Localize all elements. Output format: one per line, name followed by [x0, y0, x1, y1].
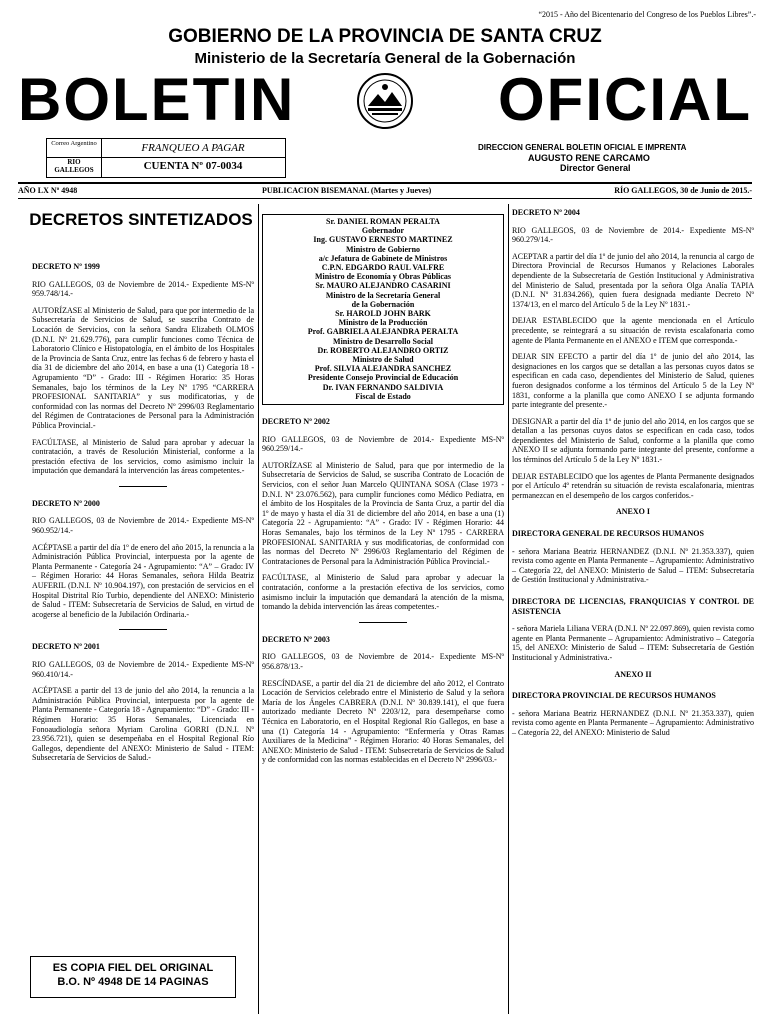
authority-line: Sr. DANIEL ROMAN PERALTA: [326, 217, 440, 226]
anexo-1-p1: - señora Mariana Beatriz HERNANDEZ (D.N.I. Nº 21.353.337), quien revista como agente en Planta Permanente – Agrupamiento: Administrativo – Categoría 22, del ANEXO: Ministerio de Salud – ITEM: Subsecretaría de Gestión Institucional y Administrativa.-: [512, 546, 754, 585]
masthead-boletin: BOLETIN: [18, 66, 296, 133]
authority-line: Fiscal de Estado: [355, 391, 411, 401]
decree-2002-p2: FACÚLTASE, al Ministerio de Salud para aprobar y adecuar la contratación, conforme a la prestación efectiva de los servicios, como asimismo incluir la imputación que demandará la atención de la misma, tomando la debida intervención las áreas competentes.-: [262, 573, 504, 612]
provincial-seal-icon: [356, 72, 414, 130]
decree-2004-p5: DEJAR ESTABLECIDO que los agentes de Planta Permanente designados por el Artículo 4º retendrán su situación de revista escalafonaria, mientras permanezcan en el desempeño de los cargos conferidos.-: [512, 471, 754, 500]
column-3: [512, 208, 754, 745]
anexo-2-heading-1: DIRECTORA PROVINCIAL DE RECURSOS HUMANOS: [512, 691, 716, 701]
authority-line: Sr. MAURO ALEJANDRO CASARINI: [315, 281, 451, 291]
ministry-title: Ministerio de la Secretaría General de la Gobernación: [194, 50, 576, 67]
authority-line: a/c Jefatura de Gabinete de Ministros: [318, 253, 448, 263]
decree-2000-date: RIO GALLEGOS, 03 de Noviembre de 2014.- Expediente MS-Nº 960.952/14.-: [32, 516, 254, 536]
authority-line: C.P.N. EDGARDO RAUL VALFRE: [321, 263, 445, 273]
decree-1999-date: RIO GALLEGOS, 03 de Noviembre de 2014.- Expediente MS-Nº 959.748/14.-: [32, 279, 254, 299]
decree-2000-p1: ACÉPTASE a partir del día 1º de enero del año 2015, la renuncia a la Administración Pública Provincial, interpuesta por la agente de Planta Permanente - Categoría 24 - Agrupamiento: “A” – Grado: IV – Régimen Horario: 44 Horas Semanales, señora Hilda Beatriz AUFERIL (D.N.I. Nº 10.904.197), con prestación de servicios en el Hospital Distrital Río Turbio, dependiente del ANEXO: Ministerio de Salud - ITEM: Subsecretaría de Servicios de Salud, en virtud de acogerse al beneficio de la Jubilación Ordinaria.-: [32, 542, 254, 619]
decree-2002-date: RIO GALLEGOS, 03 de Noviembre de 2014.- Expediente MS-Nº 960.259/14.-: [262, 434, 504, 454]
authority-line: Ministro de Gobierno: [345, 244, 421, 254]
decree-2004-date: RIO GALLEGOS, 03 de Noviembre de 2014.- Expediente MS-Nº 960.279/14.-: [512, 225, 754, 245]
column-divider-1: [258, 204, 259, 1014]
anexo-2-title: ANEXO II: [614, 669, 652, 679]
decree-2003-date: RIO GALLEGOS, 03 de Noviembre de 2014.- Expediente MS-Nº 956.878/13.-: [262, 652, 504, 671]
anexo-2-p1: - señora Mariana Beatriz HERNANDEZ (D.N.I. Nº 21.353.337), quien revista como agente en Planta Permanente – Agrupamiento: Administrativo – Categoría 22, del ANEXO: Ministerio de Salud: [512, 708, 754, 737]
director-title: Director General: [560, 163, 631, 173]
copy-notice-line1: ES COPIA FIEL DEL ORIGINAL: [52, 962, 214, 974]
anexo-1-p2: - señora Mariela Liliana VERA (D.N.I. Nº 22.097.869), quien revista como agente en Planta Permanente – Agrupamiento: Administrativo – Categoría 15, del ANEXO: Ministerio de Salud – ITEM: Subsecretaría de Gestión Institucional y Administrativa.-: [512, 624, 754, 662]
decree-2004-p3: DEJAR SIN EFECTO a partir del día 1º de junio del año 2014, las designaciones en los cargos que se detallan a las personas cuyos datos se especifican en cada caso, dependientes del Ministerio de Salud, quienes fueron designados conforme a los términos del Artículo 5 de la Ley Nº 1831, conforme a la planilla que como ANEXO I se adjunta formando parte integrante del presente.-: [512, 352, 754, 410]
postal-franqueo: FRANQUEO A PAGAR: [141, 142, 245, 154]
issue-number: AÑO LX Nº 4948: [18, 186, 78, 195]
anexo-1-title: ANEXO I: [615, 507, 650, 517]
authority-line: Sr. HAROLD JOHN BARK: [335, 309, 431, 319]
authority-line: de la Gobernación: [351, 299, 415, 309]
column-1: [32, 262, 254, 770]
masthead-oficial: OFICIAL: [498, 66, 752, 133]
authority-line: Dr. IVAN FERNANDO SALDIVIA: [322, 382, 444, 392]
government-title: GOBIERNO DE LA PROVINCIA DE SANTA CRUZ: [168, 26, 602, 47]
issue-date: RÍO GALLEGOS, 30 de Junio de 2015.-: [614, 186, 752, 195]
authority-line: Ministro de Salud: [352, 355, 414, 365]
authority-line: Ministro de la Secretaría General: [325, 290, 441, 300]
postal-cuenta: CUENTA Nº 07-0034: [143, 160, 243, 172]
column-divider-2: [508, 204, 509, 1014]
authority-line: Prof. GABRIELA ALEJANDRA PERALTA: [307, 327, 459, 337]
authorities-box: [262, 214, 504, 405]
separator: [119, 629, 167, 630]
column-2: [262, 214, 504, 772]
decree-1999-p1: AUTORÍZASE al Ministerio de Salud, para que por intermedio de la Subsecretaría de Servicios de Salud, se suscriba Contrato de Locación de Servicios, con la señora Sandra Elizabeth OLMOS (D.N.I. Nº 21.629.776), para cumplir funciones como Técnica de Laboratorio Clínico e Histopatología, en el ámbito de los Hospitales de la Provincia de Santa Cruz, entre las fechas 6 de febrero y hasta el día 31 de diciembre del año 2014, en base a una (1) Categoría 18 - Agrupamiento “D” - Grado: III - Régimen Horario: 35 Horas Semanales, bajo los términos de la Ley Nº 1795 “CARRERA PROFESIONAL SANITARIA” y sus modificatorias, y de conformidad con las normas del Decreto Nº 2996/03 Reglamentario del Régimen de Contrataciones de Personal para la Administración Pública Provincial.-: [32, 305, 254, 430]
direction-name: DIRECCION GENERAL BOLETIN OFICIAL E IMPRENTA: [478, 143, 687, 152]
decree-1999-p2: FACÚLTASE, al Ministerio de Salud para aprobar y adecuar la contratación, a través de Resolución Ministerial, conforme a la prestación efectiva de los servicios, como asimismo incluir la imputación que demandará la intervención las áreas competentes.-: [32, 437, 254, 476]
decree-2004-p4: DESIGNAR a partir del día 1º de junio del año 2014, en los cargos que se detallan a las personas cuyos datos se especifican en cada caso, todos dependientes del Ministerio de Salud, conforme a la planilla que como ANEXO II se adjunta formando parte integrante del presente, conforme a los términos del Artículo 5 de la Ley Nº 1831.-: [512, 416, 754, 465]
decree-1999-title: DECRETO Nº 1999: [32, 262, 100, 271]
decree-2001-date: RIO GALLEGOS, 03 de Noviembre de 2014.- Expediente MS-Nº 960.410/14.-: [32, 660, 254, 679]
authority-line: Ministro de Economía y Obras Públicas: [314, 272, 452, 282]
authority-line: Ministro de la Producción: [338, 318, 428, 328]
postal-rio: RIO GALLEGOS: [54, 158, 94, 174]
separator: [119, 486, 167, 487]
header-rule-bottom: [18, 198, 752, 199]
decree-2004-p1: ACEPTAR a partir del día 1º de junio del año 2014, la renuncia al cargo de Directora Provincial de Recursos Humanos y Relaciones Laborales dependiente de la Subsecretaría de Gestión Institucional y Administrativa del Ministerio de Salud, presentada por la señora Olga Analía TAPIA (D.N.I. Nº 31.834.266), quien fuera designada mediante Decreto Nº 1374/13, en el marco del Artículo 5 de la Ley Nº 1831.-: [512, 251, 754, 309]
publication-frequency: PUBLICACION BISEMANAL (Martes y Jueves): [262, 186, 432, 195]
authority-line: Dr. ROBERTO ALEJANDRO ORTIZ: [317, 345, 449, 355]
authority-line: Prof. SILVIA ALEJANDRA SANCHEZ: [314, 364, 452, 374]
decree-2004-title: DECRETO Nº 2004: [512, 208, 580, 217]
postal-correo: Correo Argentino: [51, 140, 97, 147]
decree-2002-title: DECRETO Nº 2002: [262, 417, 330, 427]
decree-2001-title: DECRETO Nº 2001: [32, 642, 100, 652]
anexo-1-heading-1: DIRECTORA GENERAL DE RECURSOS HUMANOS: [512, 529, 704, 539]
separator: [359, 622, 407, 623]
decree-2003-p1: RESCÍNDASE, a partir del día 21 de diciembre del año 2012, el Contrato Locación de Servicios celebrado entre el Ministerio de Salud y la señora María de los Ángeles CABRERA (D.N.I. Nº 30.839.141), el que fuera autorizado mediante Decreto Nº 2203/12, para desempeñarse como Técnica en Laboratorio, en el Hospital Regional Río Gallegos, en base a una (1) Categoría 14 - Agrupamiento: “Enfermería y Otras Ramas Auxiliares de la Medicina” - Régimen Horario: 40 Horas Semanales, del ANEXO: Ministerio de Salud - ITEM: Subsecretaría de Servicios de Salud y de conformidad con las normas establecidas en el Decreto Nº 2996/03.-: [262, 678, 504, 765]
decree-2002-p1: AUTORÍZASE al Ministerio de Salud, para que por intermedio de la Subsecretaría de Servicios de Salud, se suscriba Contrato de Locación de Servicios, con el señor Juan Marcelo QUINTANA SOSA (Clase 1973 - D.N.I. Nº 23.076.562), para cumplir funciones como Médico Pediatra, en el ámbito de los Hospitales de la Provincia de Santa Cruz, a partir del día 1º de mayo y hasta el día 31 de diciembre del año 2014, en base a una (1) Categoría 22 - Agrupamiento: “A” - Grado: IV - Régimen Horario: 44 Horas Semanales, bajo los términos de la Ley Nº 1795 - CARRERA PROFESIONAL SANITARIA y sus modificatorias, de conformidad con las normas del Decreto Nº 2996/03 Reglamentario del Régimen de Contrataciones de Personal para la Administración Pública Provincial.-: [262, 460, 504, 566]
authority-line: Ing. GUSTAVO ERNESTO MARTINEZ: [313, 235, 453, 245]
authority-line: Ministro de Desarrollo Social: [333, 336, 433, 346]
decree-2004-p2: DEJAR ESTABLECIDO que la agente mencionada en el Artículo precedente, se reintegrará a su situación de revista escalafonaria como agente de Planta Permanente en el ANEXO e ITEM que corresponda.-: [512, 316, 754, 345]
decree-2001-p1: ACÉPTASE a partir del 13 de junio del año 2014, la renuncia a la Administración Pública Provincial, interpuesta por la agente de Planta Permanente - Categoría 18 - Agrupamiento: “D” - Grado: III - Régimen Horario: 35 Horas Semanales, Licenciada en Fonoaudiología señora Myriam Carolina GORRI (D.N.I. Nº 23.956.721), quien se desempeñaba en el Hospital Regional Río Gallegos, dependiente del ANEXO: Ministerio de Salud - ITEM: Subsecretaría de Servicios de Salud.-: [32, 686, 254, 763]
copy-notice-box: [30, 956, 236, 998]
decree-2000-title: DECRETO Nº 2000: [32, 498, 100, 508]
header-rule-top: [18, 182, 752, 184]
authority-line: Presidente Consejo Provincial de Educación: [307, 373, 459, 383]
anexo-1-heading-2: DIRECTORA DE LICENCIAS, FRANQUICIAS Y CONTROL DE ASISTENCIA: [512, 597, 754, 616]
authority-line: Gobernador: [361, 226, 405, 236]
postal-box: [46, 138, 286, 178]
director-name: AUGUSTO RENE CARCAMO: [528, 153, 650, 163]
section-title: DECRETOS SINTETIZADOS: [29, 210, 253, 229]
header-motto: “2015 - Año del Bicentenario del Congreso de los Pueblos Libres”.-: [538, 10, 756, 19]
copy-notice-line2: B.O. Nº 4948 DE 14 PAGINAS: [57, 976, 209, 988]
decree-2003-title: DECRETO Nº 2003: [262, 634, 330, 644]
